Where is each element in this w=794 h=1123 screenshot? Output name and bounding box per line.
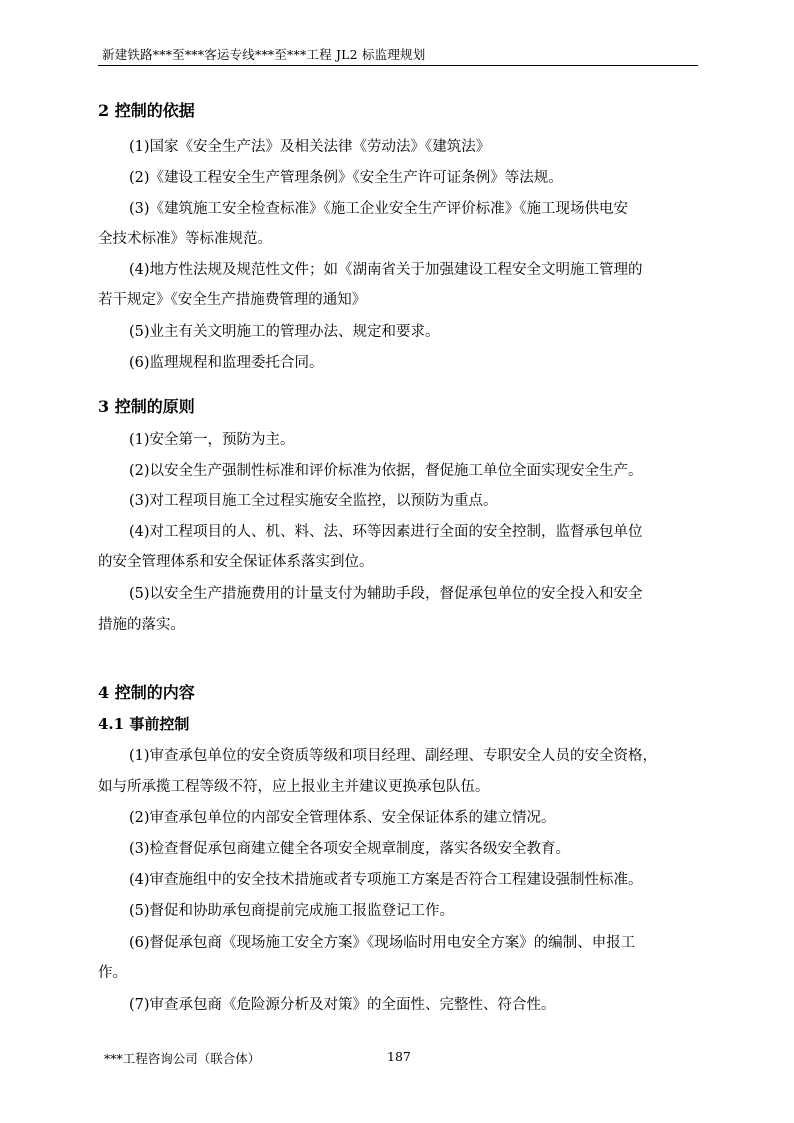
paragraph: (7)审查承包商《危险源分析及对策》的全面性、完整性、符合性。 [129,997,556,1013]
paragraph: (5)业主有关文明施工的管理办法、规定和要求。 [129,324,440,340]
paragraph: (6)监理规程和监理委托合同。 [129,355,324,371]
page-number: 187 [387,1049,411,1064]
paragraph: (2)以安全生产强制性标准和评价标准为依据，督促施工单位全面实现安全生产。 [129,463,643,479]
paragraph: (1)审查承包单位的安全资质等级和项目经理、副经理、专职安全人员的安全资格， [129,748,658,764]
paragraph: (3)对工程项目施工全过程实施安全监控，以预防为重点。 [129,493,498,509]
section-4-heading: 4 控制的内容 [98,683,195,702]
paragraph: (1)安全第一，预防为主。 [129,432,295,448]
paragraph: (4)对工程项目的人、机、料、法、环等因素进行全面的安全控制，监督承包单位 [129,524,643,540]
paragraph: (4)审查施组中的安全技术措施或者专项施工方案是否符合工程建设强制性标准。 [129,872,643,888]
header-title: 新建铁路***至***客运专线***至***工程 JL2 标监理规划 [102,47,426,62]
paragraph: (2)《建设工程安全生产管理条例》《安全生产许可证条例》等法规。 [129,170,563,186]
paragraph: (4)地方性法规及规范性文件；如《湖南省关于加强建设工程安全文明施工管理的 [129,262,643,278]
paragraph-continuation: 作。 [98,965,127,981]
paragraph-continuation: 措施的落实。 [98,617,185,633]
paragraph: (1)国家《安全生产法》及相关法律《劳动法》《建筑法》 [129,139,491,155]
paragraph-continuation: 全技术标准》等标准规范。 [98,231,272,247]
paragraph: (2)审查承包单位的内部安全管理体系、安全保证体系的建立情况。 [129,810,556,826]
section-3-heading: 3 控制的原则 [98,397,195,416]
paragraph: (3)检查督促承包商建立健全各项安全规章制度，落实各级安全教育。 [129,841,571,857]
paragraph-continuation: 若干规定》《安全生产措施费管理的通知》 [98,292,367,308]
page-header [98,43,698,66]
paragraph: (5)以安全生产措施费用的计量支付为辅助手段，督促承包单位的安全投入和安全 [129,586,643,602]
paragraph-continuation: 如与所承揽工程等级不符，应上报业主并建议更换承包队伍。 [98,779,490,795]
paragraph: (6)督促承包商《现场施工安全方案》《现场临时用电安全方案》的编制、申报工 [129,935,636,951]
section-4-1-heading: 4.1 事前控制 [98,715,190,733]
paragraph: (5)督促和协助承包商提前完成施工报监登记工作。 [129,903,455,919]
paragraph: (3)《建筑施工安全检查标准》《施工企业安全生产评价标准》《施工现场供电安 [129,201,629,217]
footer-company: ***工程咨询公司（联合体） [104,1051,261,1066]
section-2-heading: 2 控制的依据 [98,101,195,120]
paragraph-continuation: 的安全管理体系和安全保证体系落实到位。 [98,554,374,570]
